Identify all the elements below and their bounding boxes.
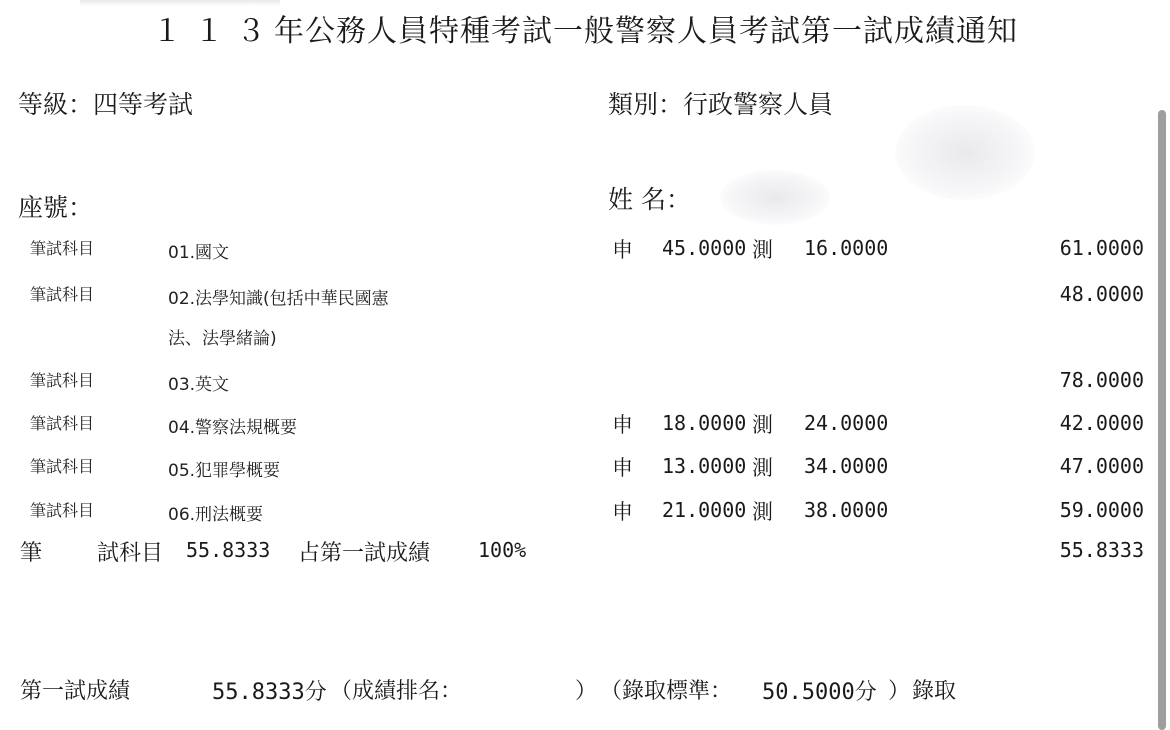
subject-row <box>0 368 1160 398</box>
subject-row <box>0 498 1160 528</box>
level-field: 等級：四等考試 <box>18 90 194 119</box>
redaction-blur <box>720 170 830 225</box>
ce-label: 測 <box>752 238 773 262</box>
shen-score: 13.0000 <box>662 454 747 478</box>
subject-total-score: 78.0000 <box>1059 368 1144 392</box>
subject-total-score: 61.0000 <box>1059 236 1144 260</box>
shen-score: 45.0000 <box>662 236 747 260</box>
ce-label: 測 <box>752 500 773 524</box>
subject-total-score: 42.0000 <box>1059 411 1144 435</box>
shen-score: 18.0000 <box>662 411 747 435</box>
shen-label: 申 <box>612 456 633 480</box>
name-label: 姓 名： <box>608 185 691 214</box>
subject-name: 01.國文 <box>168 243 230 263</box>
final-label: 第一試成績 <box>20 679 131 704</box>
redaction-blur <box>895 105 1035 200</box>
shen-score: 21.0000 <box>662 498 747 522</box>
subject-total-score: 59.0000 <box>1059 498 1144 522</box>
subject-name: 04.警察法規概要 <box>168 418 298 438</box>
final-score: 55.8333分 <box>212 680 327 705</box>
ce-label: 測 <box>752 413 773 437</box>
subject-name: 05.犯罪學概要 <box>168 461 281 481</box>
document-title: １１３年公務人員特種考試一般警察人員考試第一試成績通知 <box>152 14 1018 49</box>
subject-total-score: 47.0000 <box>1059 454 1144 478</box>
subject-total-score: 48.0000 <box>1059 282 1144 306</box>
shen-label: 申 <box>612 500 633 524</box>
ce-score: 16.0000 <box>804 236 889 260</box>
shen-label: 申 <box>612 413 633 437</box>
seat-number-label: 座號： <box>18 193 94 222</box>
ce-label: 測 <box>752 456 773 480</box>
average-score: 55.8333 <box>186 538 271 562</box>
ce-score: 24.0000 <box>804 411 889 435</box>
subject-row <box>0 282 1160 349</box>
subject-name: 02.法學知識(包括中華民國憲 <box>168 289 389 309</box>
subject-kind: 筆試科目 <box>30 371 95 390</box>
subject-kind: 筆試科目 <box>30 414 95 433</box>
subject-kind: 筆試科目 <box>30 239 95 258</box>
admission-result: 錄取 <box>912 679 957 704</box>
summary-total: 55.8333 <box>1059 538 1144 562</box>
weight-percent: 100% <box>478 538 527 562</box>
written-exam-summary-row: 筆 試科目 55.8333 占第一試成績 100% 55.8333 <box>20 538 1144 566</box>
subject-name: 06.刑法概要 <box>168 505 264 525</box>
subject-kind: 筆試科目 <box>30 457 95 476</box>
ce-score: 34.0000 <box>804 454 889 478</box>
subject-kind: 筆試科目 <box>30 501 95 520</box>
subject-row <box>0 454 1160 484</box>
subject-name-continued: 法、法學緒論) <box>168 329 277 349</box>
subject-name: 03.英文 <box>168 375 230 395</box>
shen-label: 申 <box>612 238 633 262</box>
ce-score: 38.0000 <box>804 498 889 522</box>
rank-close: ） <box>575 679 598 704</box>
vertical-scrollbar[interactable] <box>1158 110 1166 730</box>
subject-row <box>0 236 1160 266</box>
subject-row <box>0 411 1160 441</box>
standard-label: （錄取標準： <box>600 679 733 704</box>
score-notice-page: １１３年公務人員特種考試一般警察人員考試第一試成績通知 等級：四等考試 類別：行政警察人員 座號： 姓 名： 筆試科目 01.國文 申 45.0000 測 16.0000 61.0000 筆試科目 02.法學知識(包括中華民國憲 法、法學緒論) 48.0000 筆試科目 03.英文 78.0000 筆試科目 04.警察法規概要 申 18.0000 測 24.0000 42.0000 筆試科目 05.犯罪學概要 申 13.0000 測 34.0000 47.0000 筆試科目 06.刑法概要 申 21.0000 測 38.0000 59.0000 筆 試科目 55.8333 占第一試成績 100% 55.8333 第一試成績 55.8333分 （成績排名： ） （錄取標準： 50.5000分 ） 錄取 <box>0 0 1170 723</box>
category-field: 類別：行政警察人員 <box>608 90 834 119</box>
standard-score: 50.5000分 <box>762 680 877 705</box>
rank-label: （成績排名： <box>330 679 463 704</box>
subject-kind: 筆試科目 <box>30 285 95 304</box>
